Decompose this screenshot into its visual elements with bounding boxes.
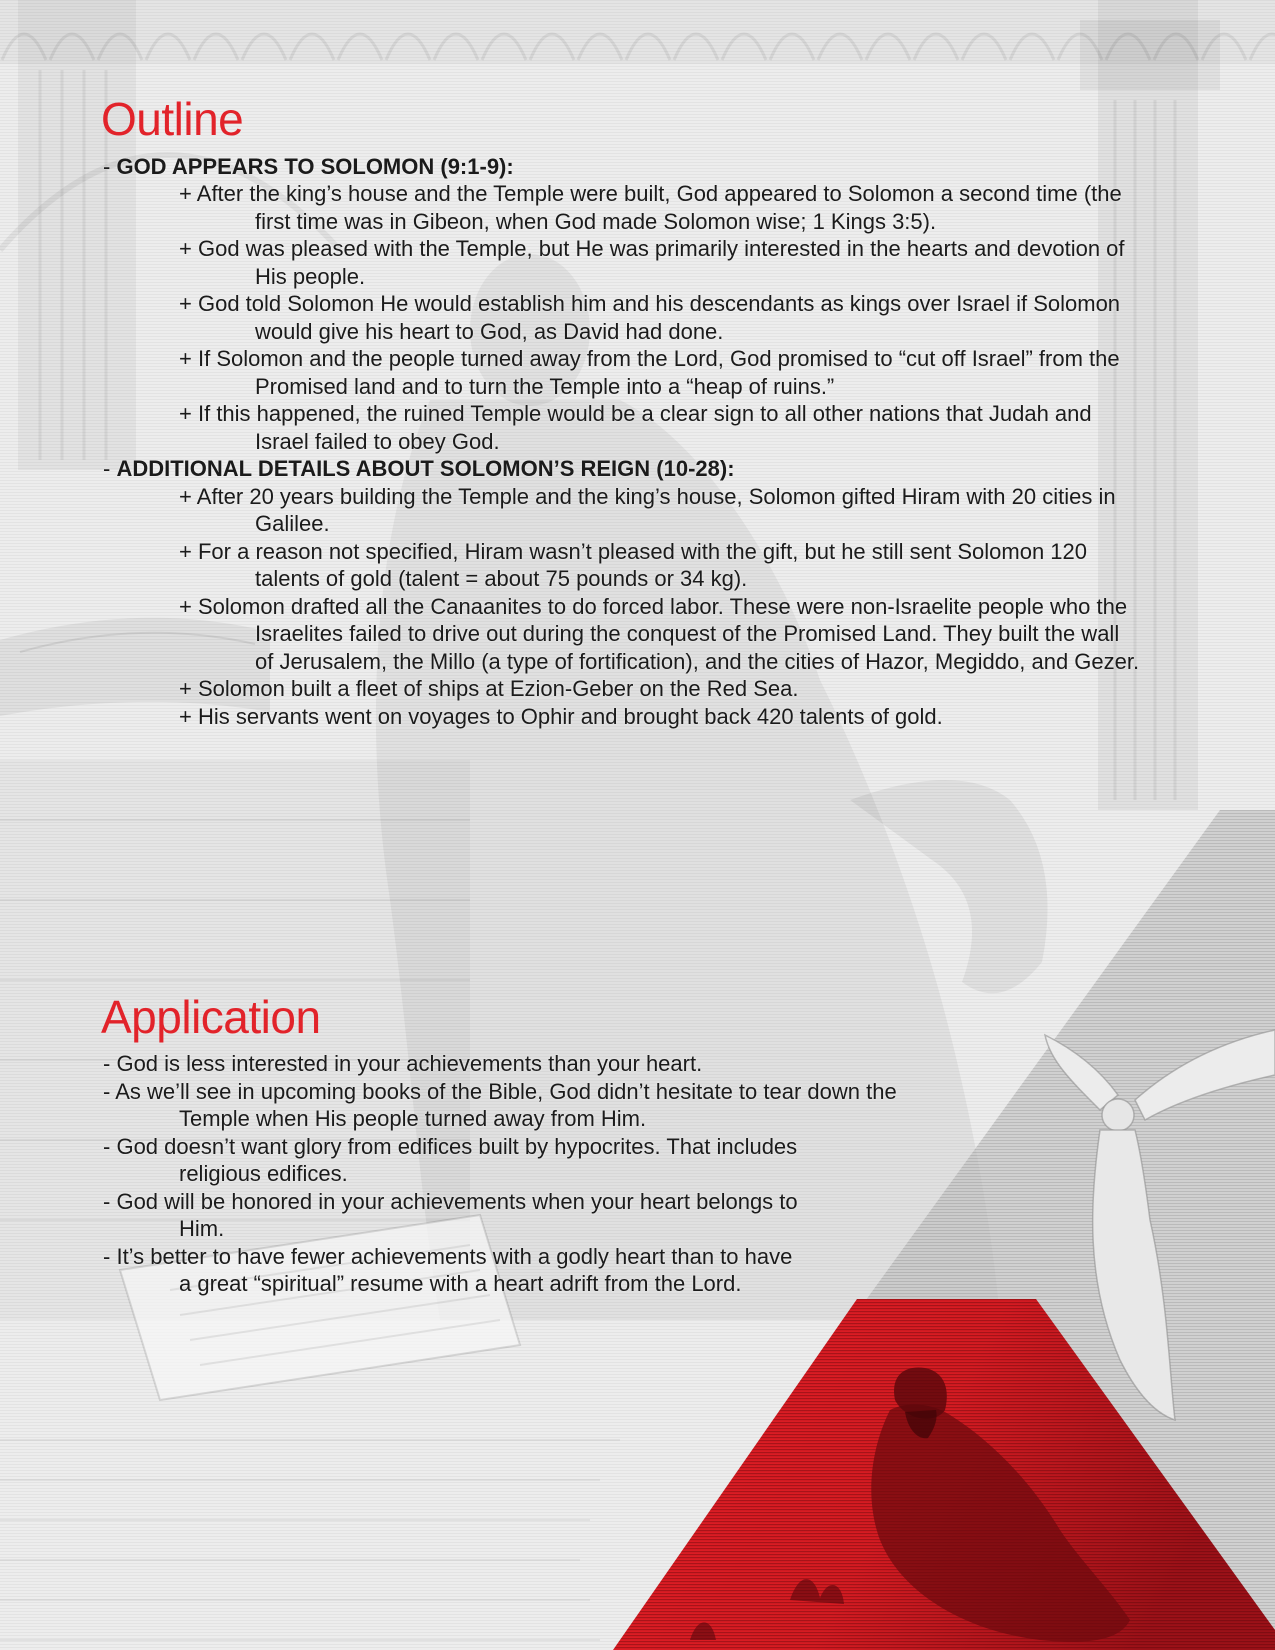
outline-item — [103, 703, 1139, 731]
plus-marker: + — [179, 538, 192, 564]
application-item-text: It’s better to have fewer achievements with a godly heart than to have — [116, 1243, 793, 1269]
application-item-line — [103, 1215, 897, 1243]
dash-marker: - — [103, 1188, 111, 1214]
outline-item — [103, 483, 1139, 538]
plus-marker: + — [179, 483, 192, 509]
outline-item-text: If Solomon and the people turned away from the Lord, God promised to “cut off Israel” from the — [197, 346, 1120, 371]
outline-section-god-appears — [103, 153, 1139, 456]
outline-title: Outline — [101, 93, 244, 145]
application-item-text: a great “spiritual” resume with a heart adrift from the Lord. — [179, 1271, 742, 1296]
application-item — [103, 1188, 897, 1243]
outline-item-line — [103, 593, 1139, 621]
outline-item-text: God told Solomon He would establish him and his descendants as kings over Israel if Solomon — [197, 291, 1121, 316]
application-item-text: Temple when His people turned away from Him. — [179, 1106, 647, 1131]
outline-item-text: Galilee. — [255, 511, 330, 536]
outline-item-text: Israel failed to obey God. — [255, 428, 500, 454]
application-item-line — [103, 1133, 897, 1161]
outline-item-text: God was pleased with the Temple, but He was primarily interested in the hearts and devotion of — [197, 236, 1125, 261]
outline-item — [103, 290, 1139, 345]
outline-item — [103, 675, 1139, 703]
plus-marker: + — [179, 181, 192, 206]
outline-item-text: first time was in Gibeon, when God made Solomon wise; 1 Kings 3:5). — [255, 208, 937, 234]
application-item — [103, 1243, 897, 1298]
outline-item-line — [103, 620, 1139, 648]
outline-item-text: Solomon drafted all the Canaanites to do forced labor. These were non-Israelite people who the — [197, 593, 1128, 619]
plus-marker: + — [179, 401, 192, 426]
application-item-line — [103, 1105, 897, 1133]
dash-marker: - — [103, 1051, 111, 1076]
outline-item — [103, 538, 1139, 593]
outline-item-text: After the king’s house and the Temple were built, God appeared to Solomon a second time (the — [196, 181, 1122, 206]
outline-item — [103, 400, 1139, 455]
outline-item-line — [103, 565, 1139, 593]
application-item-line — [103, 1270, 897, 1298]
outline-item-text: Promised land and to turn the Temple into a “heap of ruins.” — [255, 373, 835, 399]
application-item-text: As we’ll see in upcoming books of the Bible, God didn’t hesitate to tear down the — [115, 1078, 897, 1104]
outline-body — [103, 153, 1139, 731]
plus-marker: + — [179, 236, 192, 261]
outline-item-text: After 20 years building the Temple and the king’s house, Solomon gifted Hiram with 20 cities in — [196, 483, 1116, 509]
outline-item-line — [103, 483, 1139, 511]
application-body — [103, 1050, 897, 1298]
section-heading — [103, 455, 1139, 483]
application-item-text: religious edifices. — [179, 1161, 348, 1186]
outline-item-line — [103, 180, 1139, 208]
outline-item — [103, 593, 1139, 676]
outline-item-line — [103, 263, 1139, 291]
plus-marker: + — [179, 593, 192, 619]
outline-item-text: Israelites failed to drive out during the conquest of the Promised Land. They built the wall — [255, 621, 1120, 646]
outline-item-line — [103, 538, 1139, 566]
dash-marker: - — [103, 1243, 111, 1269]
outline-item — [103, 235, 1139, 290]
application-item — [103, 1050, 897, 1078]
application-item-text: God will be honored in your achievements when your heart belongs to — [116, 1188, 798, 1214]
outline-item-line — [103, 208, 1139, 236]
outline-item-text: For a reason not specified, Hiram wasn’t pleased with the gift, but he still sent Solomon 120 — [197, 538, 1088, 564]
outline-item-text: His people. — [255, 263, 366, 289]
section-heading — [103, 153, 1139, 181]
floor-lines — [0, 1440, 620, 1640]
section-dash: - — [103, 153, 111, 179]
outline-item-text: talents of gold (talent = about 75 pounds or 34 kg). — [255, 566, 748, 591]
outline-section-additional-details — [103, 455, 1139, 730]
application-item-text: Him. — [179, 1216, 225, 1241]
application-item-text: God is less interested in your achievements than your heart. — [116, 1051, 703, 1076]
outline-item-line — [103, 428, 1139, 456]
section-heading-text: GOD APPEARS TO SOLOMON (9:1-9): — [116, 153, 514, 179]
section-dash: - — [103, 456, 111, 481]
outline-item-line — [103, 373, 1139, 401]
plus-marker: + — [179, 703, 192, 729]
outline-item — [103, 345, 1139, 400]
outline-item-line — [103, 290, 1139, 318]
outline-item-line — [103, 235, 1139, 263]
outline-item-text: His servants went on voyages to Ophir and brought back 420 talents of gold. — [197, 703, 943, 729]
dash-marker: - — [103, 1133, 111, 1159]
outline-item-line — [103, 400, 1139, 428]
application-item-line — [103, 1160, 897, 1188]
application-item-text: God doesn’t want glory from edifices built by hypocrites. That includes — [116, 1133, 798, 1159]
outline-item-line — [103, 510, 1139, 538]
outline-item-text: of Jerusalem, the Millo (a type of fortification), and the cities of Hazor, Megiddo, and Gezer. — [255, 648, 1140, 674]
section-heading-text: ADDITIONAL DETAILS ABOUT SOLOMON’S REIGN (10-28): — [116, 456, 735, 481]
outline-item-line — [103, 703, 1139, 731]
application-item-line — [103, 1243, 897, 1271]
plus-marker: + — [179, 676, 192, 701]
outline-item-text: Solomon built a fleet of ships at Ezion-Geber on the Red Sea. — [197, 676, 799, 701]
outline-item-line — [103, 318, 1139, 346]
outline-item — [103, 180, 1139, 235]
outline-item-line — [103, 345, 1139, 373]
dash-marker: - — [103, 1078, 111, 1104]
angel-head — [1102, 1099, 1134, 1131]
outline-item-text: would give his heart to God, as David had done. — [255, 318, 724, 344]
application-title: Application — [101, 991, 321, 1043]
outline-item-line — [103, 648, 1139, 676]
application-item-line — [103, 1188, 897, 1216]
plus-marker: + — [179, 346, 192, 371]
outline-item-text: If this happened, the ruined Temple would be a clear sign to all other nations that Judah and — [197, 401, 1092, 426]
plus-marker: + — [179, 291, 192, 316]
outline-item-line — [103, 675, 1139, 703]
application-item — [103, 1078, 897, 1133]
application-item — [103, 1133, 897, 1188]
application-item-line — [103, 1050, 897, 1078]
application-item-line — [103, 1078, 897, 1106]
